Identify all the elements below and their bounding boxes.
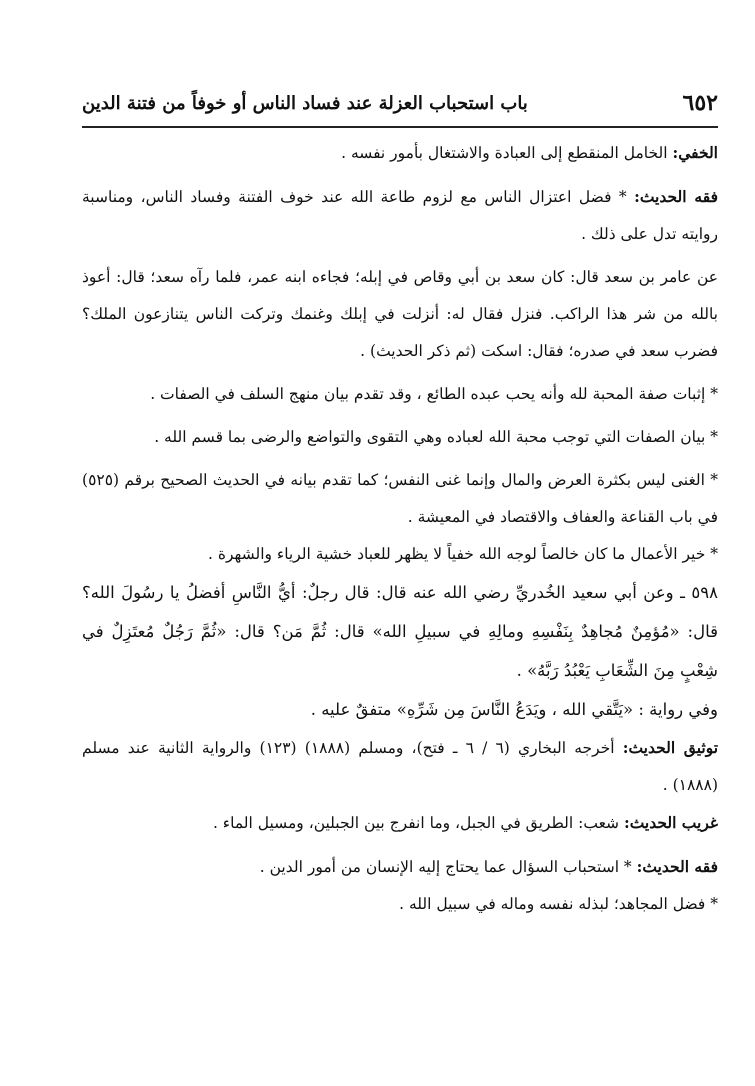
hadith-variant-text: وفي رواية : «يَتَّقي الله ، ويَدَعُ النَّاسَ مِن شَرِّهِ» متفقٌ عليه . [310, 700, 718, 719]
page-header [82, 86, 718, 120]
paragraph-label: فقه الحديث: [634, 187, 718, 206]
bullet-paragraph [82, 462, 718, 536]
paragraph-text: * فضل اعتزال الناس مع لزوم طاعة الله عند خوف الفتنة وفساد الناس، ومناسبة روايته تدل على ذلك . [82, 188, 718, 243]
bullet-paragraph [82, 536, 718, 573]
paragraph-text: الخامل المنقطع إلى العبادة والاشتغال بأمور نفسه . [341, 144, 673, 162]
paragraph-text: * خير الأعمال ما كان خالصاً لوجه الله خفياً لا يظهر للعباد خشية الرياء والشهرة . [207, 545, 718, 563]
fiqh-paragraph [82, 178, 718, 253]
paragraph-text: * فضل المجاهد؛ لبذله نفسه وماله في سبيل الله . [399, 895, 718, 913]
gharib-paragraph [82, 804, 718, 842]
paragraph-text: عن عامر بن سعد قال: كان سعد بن أبي وقاص في إبله؛ فجاءه ابنه عمر، فلما رآه سعد؛ قال: أعوذ بالله من شر هذا الراكب. فنزل فقال له: أنزلت في إبلك وغنمك وتركت الناس يتنازعون الملك؟ فضرب سعد في صدره؛ فقال: اسكت (ثم ذكر الحديث) . [82, 268, 718, 360]
page-body [82, 134, 718, 923]
paragraph-text: * استحباب السؤال عما يحتاج إليه الإنسان من أمور الدين . [259, 858, 637, 876]
hadith-variant [82, 690, 718, 729]
paragraph-label: الخفي: [672, 143, 718, 162]
definition-paragraph [82, 134, 718, 172]
paragraph-text: * بيان الصفات التي توجب محبة الله لعباده وهي التقوى والتواضع والرضى بما قسم الله . [154, 428, 718, 446]
page-number: ٦٥٢ [682, 90, 718, 116]
paragraph-text: شعب: الطريق في الجبل، وما انفرج بين الجبلين، ومسيل الماء . [212, 814, 624, 832]
paragraph-label: فقه الحديث: [636, 857, 718, 876]
hadith-body: ٥٩٨ ـ وعن أبي سعيد الخُدريِّ رضي الله عنه قال: قال رجلٌ: أيُّ النَّاسِ أفضلُ يا رسُولَ الله؟ قال: «مُؤمِنٌ مُجاهِدٌ بِنَفْسِهِ ومالِهِ في سبيلِ الله» قال: ثُمَّ مَن؟ قال: «ثُمَّ رَجُلٌ مُعتَزِلٌ في شِعْبٍ مِنَ الشِّعَابِ يَعْبُدُ رَبَّهُ» . [82, 583, 718, 680]
bullet-paragraph [82, 419, 718, 456]
fiqh-paragraph [82, 848, 718, 886]
paragraph-label: غريب الحديث: [623, 813, 718, 832]
running-title: باب استحباب العزلة عند فساد الناس أو خوفاً من فتنة الدين [82, 92, 528, 114]
paragraph-text: * الغنى ليس بكثرة العرض والمال وإنما غنى النفس؛ كما تقدم بيانه في الحديث الصحيح برقم (٥٢٥) في باب القناعة والعفاف والاقتصاد في المعيشة . [82, 471, 718, 526]
bullet-paragraph [82, 886, 718, 923]
takhrij-paragraph [82, 729, 718, 804]
bullet-paragraph [82, 376, 718, 413]
paragraph-text: * إثبات صفة المحبة لله وأنه يحب عبده الطائع ، وقد تقدم بيان منهج السلف في الصفات . [150, 385, 718, 403]
hadith-text [82, 573, 718, 690]
paragraph-label: توثيق الحديث: [622, 738, 719, 757]
header-rule [82, 126, 718, 128]
narration-paragraph [82, 259, 718, 370]
paragraph-text: أخرجه البخاري (٦ / ٦ ـ فتح)، ومسلم (١٨٨٨) (١٢٣) والرواية الثانية عند مسلم (١٨٨٨) . [82, 739, 718, 794]
